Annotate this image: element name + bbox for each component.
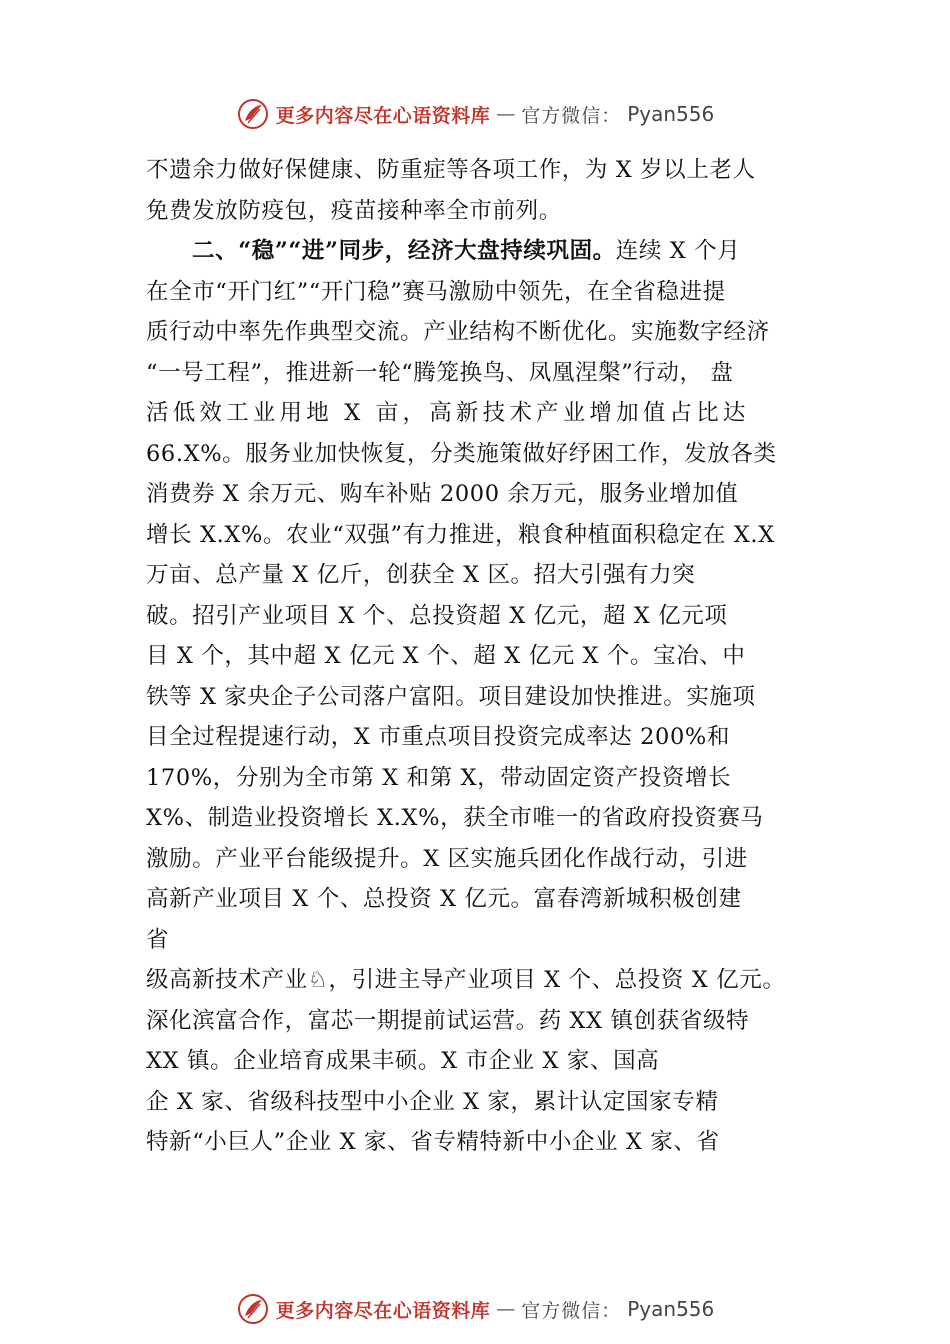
section-heading: 二、“稳”“进”同步，经济大盘持续巩固。 (192, 238, 616, 264)
body-line: 深化滨富合作，富芯一期提前试运营。药 XX 镇创获省级特 (146, 1007, 750, 1034)
body-line: 消费券 X 余万元、购车补贴 2000 余万元，服务业增加值 (146, 481, 739, 507)
brand-logo-icon (236, 1292, 270, 1326)
body-line: X%、制造业投资增长 X.X%，获全市唯一的省政府投资赛马 (146, 805, 764, 831)
body-line: 不遗余力做好保健康、防重症等各项工作，为 X 岁以上老人 (146, 157, 756, 183)
body-line: 特新“小巨人”企业 X 家、省专精特新中小企业 X 家、省 (146, 1129, 720, 1155)
body-line: 66.X%。服务业加快恢复，分类施策做好纾困工作，发放各类 (146, 440, 777, 467)
body-line: 在全市“开门红”“开门稳”赛马激励中领先，在全省稳进提 (146, 278, 726, 305)
body-line: 质行动中率先作典型交流。产业结构不断优化。实施数字经济 (146, 319, 770, 345)
body-line: 万亩、总产量 X 亿斤，创获全 X 区。招大引强有力突 (146, 562, 696, 588)
footer-watermark (0, 1291, 950, 1327)
body-line: 高新产业项目 X 个、总投资 X 亿元。富春湾新城积极创建 (146, 886, 742, 912)
body-line: 目 X 个，其中超 X 亿元 X 个、超 X 亿元 X 个。宝冶、中 (146, 643, 746, 669)
body-line: 铁等 X 家央企子公司落户富阳。项目建设加快推进。实施项 (146, 683, 756, 710)
watermark-wechat-id: Pyan556 (627, 1297, 715, 1321)
section-heading-tail: 连续 X 个月 (615, 238, 741, 264)
watermark-separator: — (496, 1298, 516, 1320)
watermark-brand-text: 更多内容尽在心语资料库 (275, 104, 491, 127)
body-line: 省 (146, 926, 170, 953)
body-line: 目全过程提速行动，X 市重点项目投资完成率达 200%和 (146, 724, 730, 750)
brand-logo-icon (236, 97, 270, 131)
watermark-wechat-label: 官方微信： (521, 1299, 622, 1322)
body-line: 破。招引产业项目 X 个、总投资超 X 亿元，超 X 亿元项 (146, 602, 728, 629)
body-line: 活低效工业用地 X 亩，高新技术产业增加值占比达 (146, 400, 750, 426)
document-body (146, 150, 826, 1163)
section-heading-line (146, 231, 826, 272)
watermark-wechat-label: 官方微信： (521, 104, 622, 127)
watermark-brand-text: 更多内容尽在心语资料库 (275, 1299, 491, 1322)
body-line: 企 X 家、省级科技型中小企业 X 家，累计认定国家专精 (146, 1088, 719, 1115)
body-line: 级高新技术产业♘，引进主导产业项目 X 个、总投资 X 亿元。 (146, 967, 786, 993)
body-line: 免费发放防疫包，疫苗接种率全市前列。 (146, 197, 562, 224)
watermark-separator: — (496, 103, 516, 125)
header-watermark (0, 96, 950, 132)
body-line: 增长 X.X%。农业“双强”有力推进，粮食种植面积稳定在 X.X (146, 521, 775, 548)
body-line: 激励。产业平台能级提升。X 区实施兵团化作战行动，引进 (146, 845, 748, 872)
body-line: XX 镇。企业培育成果丰硕。X 市企业 X 家、国高 (146, 1048, 660, 1074)
body-line: 170%，分别为全市第 X 和第 X，带动固定资产投资增长 (146, 764, 732, 791)
watermark-wechat-id: Pyan556 (627, 102, 715, 126)
body-line: “一号工程”，推进新一轮“腾笼换鸟、凤凰涅槃”行动， 盘 (146, 359, 734, 386)
